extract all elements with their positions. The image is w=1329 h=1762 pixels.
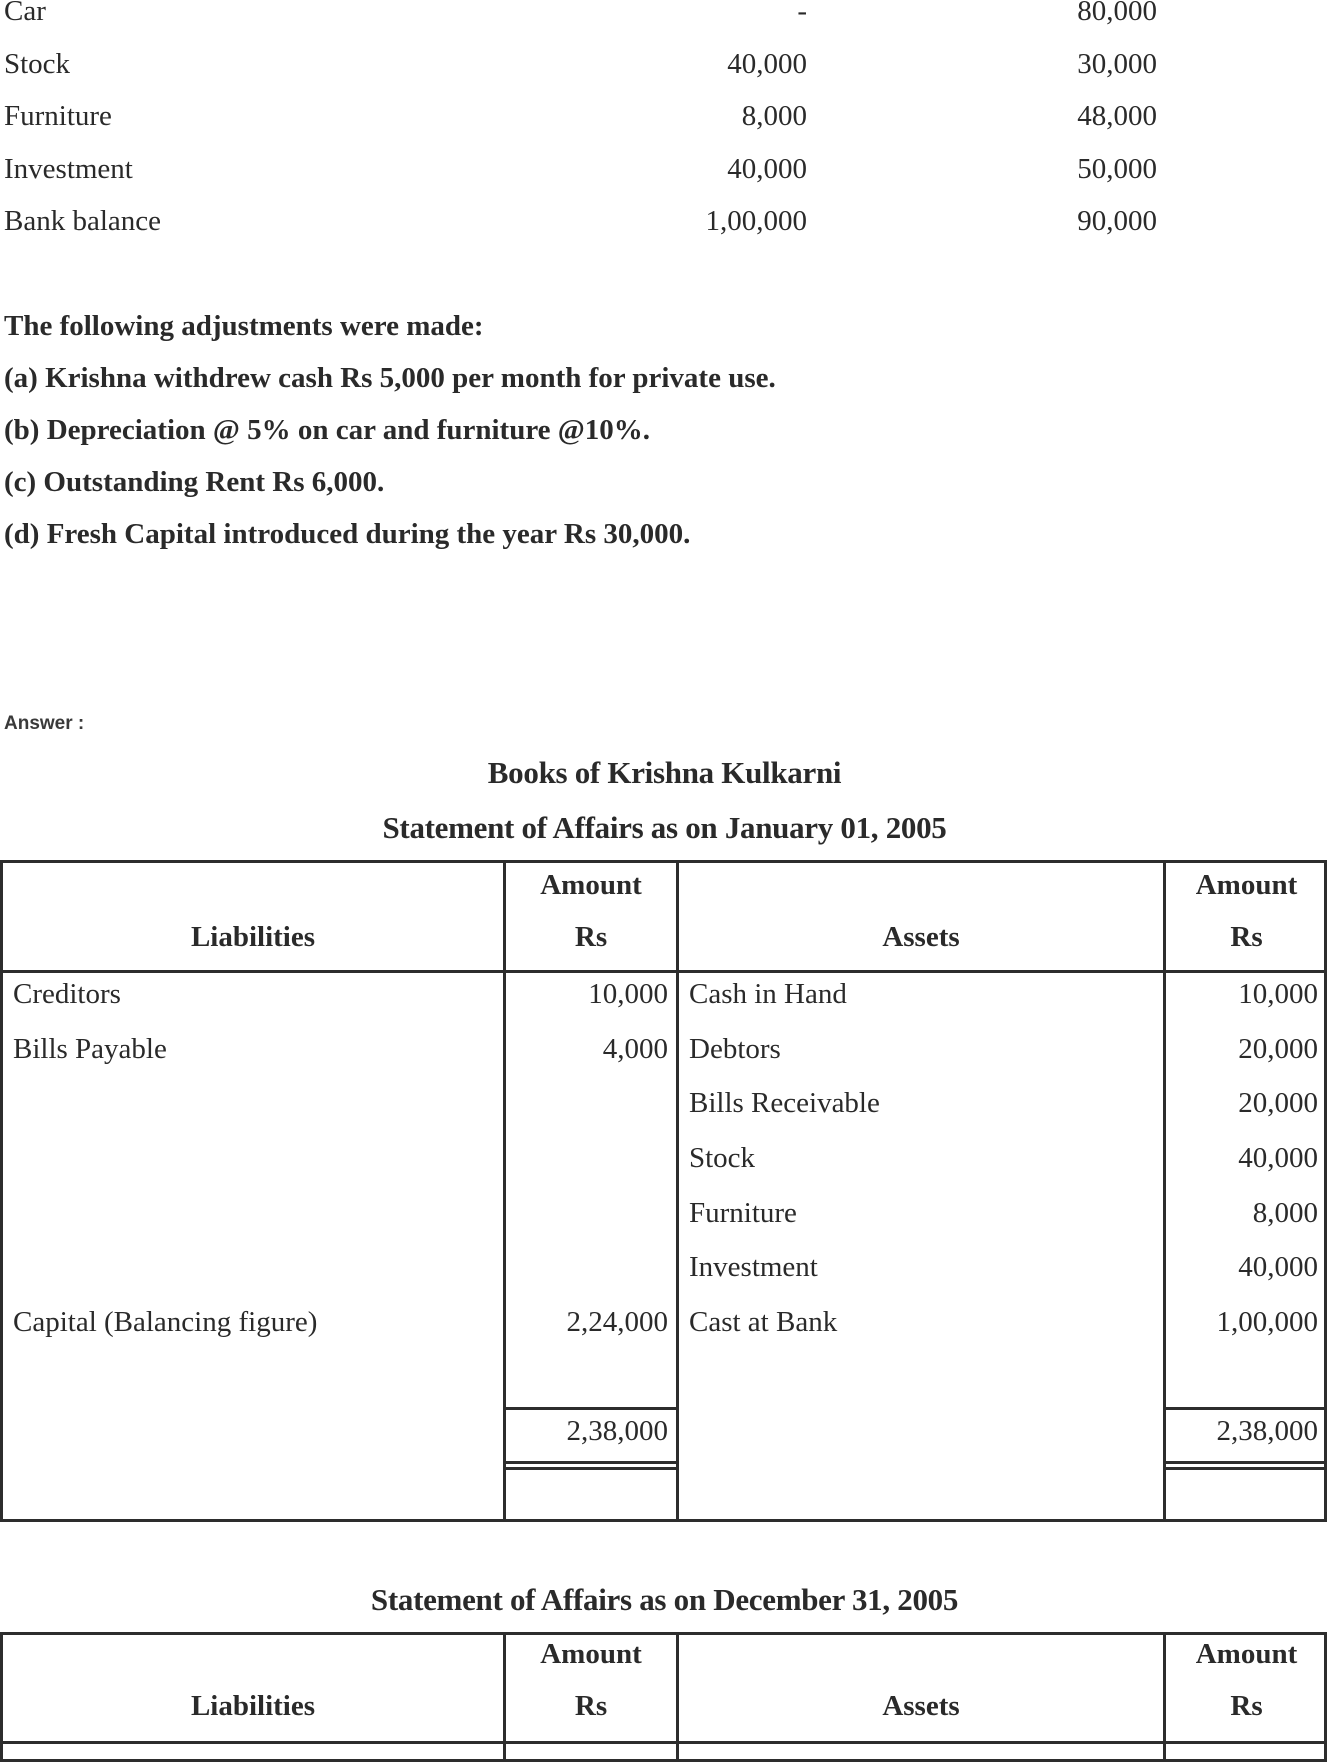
liability-amount: 4,000 <box>602 1033 668 1065</box>
asset-amount: 40,000 <box>1238 1142 1318 1174</box>
header-divider <box>3 970 1324 973</box>
balance-row-label: Stock <box>4 48 71 80</box>
liability-amount: 2,24,000 <box>566 1306 668 1338</box>
header-amount-unit: Rs <box>1230 1690 1263 1722</box>
header-liabilities: Liabilities <box>190 921 316 953</box>
adjustment-item: (b) Depreciation @ 5% on car and furniture @10%. <box>4 414 651 446</box>
asset-label: Cash in Hand <box>689 978 847 1010</box>
double-rule <box>1163 1467 1324 1470</box>
double-rule <box>503 1467 679 1470</box>
header-amount: Amount <box>540 1638 642 1670</box>
balance-row-label: Furniture <box>4 100 112 132</box>
books-title: Books of Krishna Kulkarni <box>487 755 842 790</box>
asset-amount: 10,000 <box>1238 978 1318 1010</box>
total-assets: 2,38,000 <box>1216 1415 1318 1447</box>
statement-dec-table <box>0 1632 1327 1762</box>
asset-amount: 1,00,000 <box>1216 1306 1318 1338</box>
asset-amount: 20,000 <box>1238 1087 1318 1119</box>
asset-label: Bills Receivable <box>689 1087 880 1119</box>
balance-row-dec: 48,000 <box>1077 100 1157 132</box>
header-assets: Assets <box>882 921 960 953</box>
asset-amount: 20,000 <box>1238 1033 1318 1065</box>
balance-row-label: Investment <box>4 153 133 185</box>
double-rule <box>1163 1461 1324 1464</box>
header-assets: Assets <box>882 1690 960 1722</box>
adjustment-item: (c) Outstanding Rent Rs 6,000. <box>4 466 385 498</box>
header-amount-unit: Rs <box>1230 921 1263 953</box>
asset-label: Debtors <box>689 1033 781 1065</box>
asset-label: Stock <box>689 1142 756 1174</box>
balance-row-label: Bank balance <box>4 205 162 237</box>
balance-row-jan: 8,000 <box>741 100 807 132</box>
balance-row-dec: 80,000 <box>1077 0 1157 27</box>
header-liabilities: Liabilities <box>190 1690 316 1722</box>
balance-row-jan: 40,000 <box>727 48 807 80</box>
asset-amount: 40,000 <box>1238 1251 1318 1283</box>
column-divider <box>676 863 679 1519</box>
answer-label: Answer : <box>4 713 85 734</box>
statement-jan-table <box>0 860 1327 1522</box>
balance-row-jan: 1,00,000 <box>705 205 807 237</box>
balance-row-dec: 30,000 <box>1077 48 1157 80</box>
liability-label: Bills Payable <box>13 1033 167 1065</box>
header-amount: Amount <box>540 869 642 901</box>
header-amount-unit: Rs <box>574 1690 608 1722</box>
balance-row-label: Car <box>4 0 46 27</box>
statement-jan-title: Statement of Affairs as on January 01, 2005 <box>382 810 947 845</box>
adjustment-item: (a) Krishna withdrew cash Rs 5,000 per month for private use. <box>4 362 776 394</box>
balance-row-dec: 50,000 <box>1077 153 1157 185</box>
asset-amount: 8,000 <box>1252 1197 1318 1229</box>
asset-label: Furniture <box>689 1197 797 1229</box>
total-rule <box>1163 1407 1324 1410</box>
adjustments-title: The following adjustments were made: <box>4 310 484 342</box>
balance-row-jan: - <box>797 0 807 27</box>
header-divider <box>3 1741 1324 1744</box>
header-amount: Amount <box>1195 869 1298 901</box>
statement-dec-title: Statement of Affairs as on December 31, 2005 <box>370 1582 959 1617</box>
liability-amount: 10,000 <box>588 978 668 1010</box>
header-amount-unit: Rs <box>574 921 608 953</box>
asset-label: Cast at Bank <box>689 1306 838 1338</box>
liability-label: Creditors <box>13 978 121 1010</box>
liability-label: Capital (Balancing figure) <box>13 1306 318 1338</box>
total-rule <box>503 1407 679 1410</box>
adjustment-item: (d) Fresh Capital introduced during the year Rs 30,000. <box>4 518 691 550</box>
total-liabilities: 2,38,000 <box>566 1415 668 1447</box>
double-rule <box>503 1461 679 1464</box>
balance-row-jan: 40,000 <box>727 153 807 185</box>
balance-row-dec: 90,000 <box>1077 205 1157 237</box>
asset-label: Investment <box>689 1251 818 1283</box>
header-amount: Amount <box>1195 1638 1298 1670</box>
